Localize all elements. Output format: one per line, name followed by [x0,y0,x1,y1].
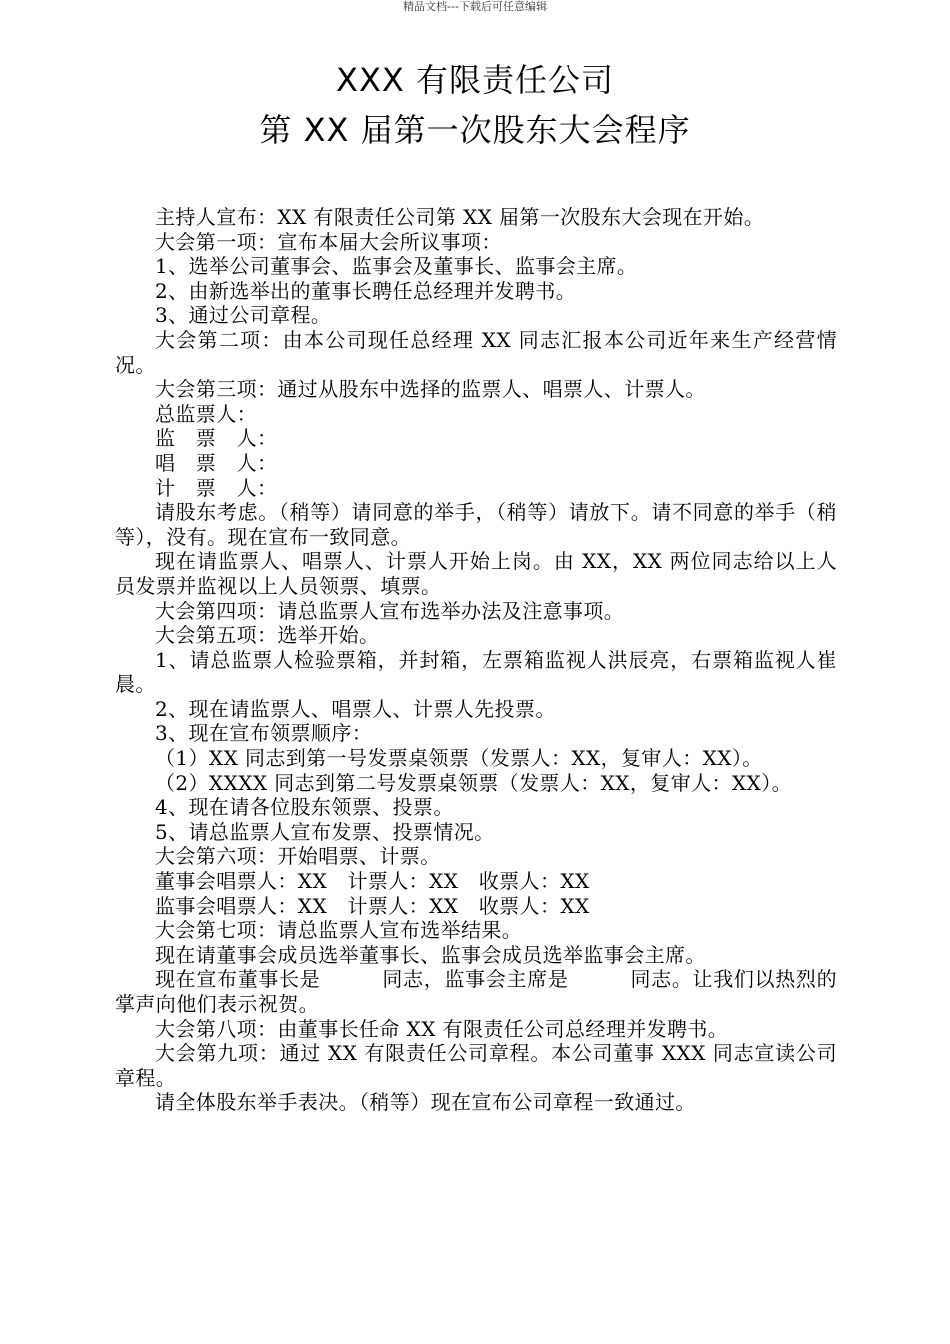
paragraph: 大会第二项：由本公司现任总经理 XX 同志汇报本公司近年来生产经营情况。 [115,327,837,377]
paragraph: 现在请监票人、唱票人、计票人开始上岗。由 XX，XX 两位同志给以上人员发票并监视以上人员领票、填票。 [115,549,837,598]
paragraph: 2、由新选举出的董事长聘任总经理并发聘书。 [155,278,577,303]
paragraph: 大会第六项：开始唱票、计票。 [155,844,441,869]
paragraph: 5、请总监票人宣布发票、投票情况。 [155,819,495,844]
paragraph: 现在宣布董事长是 同志，监事会主席是 同志。让我们以热烈的掌声向他们表示祝贺。 [115,967,837,1016]
document-body [115,205,837,1115]
paragraph: 主持人宣布：XX 有限责任公司第 XX 届第一次股东大会现在开始。 [155,205,765,229]
paragraph: 1、请总监票人检验票箱，并封箱，左票箱监视人洪辰亮，右票箱监视人崔晨。 [115,647,837,697]
paragraph: 大会第九项：通过 XX 有限责任公司章程。本公司董事 XXX 同志宣读公司章程。 [115,1041,837,1090]
document-title-company: XXX 有限责任公司 [336,61,614,99]
paragraph: 大会第五项：选举开始。 [155,623,380,648]
paragraph: 4、现在请各位股东领票、投票。 [155,795,454,820]
paragraph: （2）XXXX 同志到第二号发票桌领票（发票人：XX，复审人：XX）。 [155,770,792,795]
paragraph: 计 票 人： [155,475,278,500]
paragraph: 请全体股东举手表决。（稍等）现在宣布公司章程一致通过。 [155,1090,696,1115]
paragraph: 3、现在宣布领票顺序： [155,721,373,746]
paragraph: 董事会唱票人：XX 计票人：XX 收票人：XX [155,869,590,894]
paragraph: 总监票人： [155,401,257,426]
paragraph: 大会第八项：由董事长任命 XX 有限责任公司总经理并发聘书。 [155,1016,729,1041]
paragraph: 2、现在请监票人、唱票人、计票人先投票。 [155,696,556,721]
paragraph: 大会第七项：请总监票人宣布选举结果。 [155,918,523,943]
paragraph: 监事会唱票人：XX 计票人：XX 收票人：XX [155,893,590,918]
paragraph: （1）XX 同志到第一号发票桌领票（发票人：XX，复审人：XX）。 [155,746,763,771]
paragraph: 3、通过公司章程。 [155,303,332,328]
paragraph: 现在请董事会成员选举董事长、监事会成员选举监事会主席。 [155,942,706,967]
paragraph: 监 票 人： [155,426,278,451]
paragraph: 大会第一项：宣布本届大会所议事项： [155,229,502,254]
paragraph: 唱 票 人： [155,450,278,475]
document-title-meeting: 第 XX 届第一次股东大会程序 [259,111,691,149]
paragraph: 大会第三项：通过从股东中选择的监票人、唱票人、计票人。 [155,377,706,402]
page-header-note: 精品文档---下载后可任意编辑 [403,0,547,13]
paragraph: 请股东考虑。（稍等）请同意的举手，（稍等）请放下。请不同意的举手（稍等），没有。现在宣布一致同意。 [115,500,837,549]
paragraph: 大会第四项：请总监票人宣布选举办法及注意事项。 [155,598,625,623]
paragraph: 1、选举公司董事会、监事会及董事长、监事会主席。 [155,254,638,279]
